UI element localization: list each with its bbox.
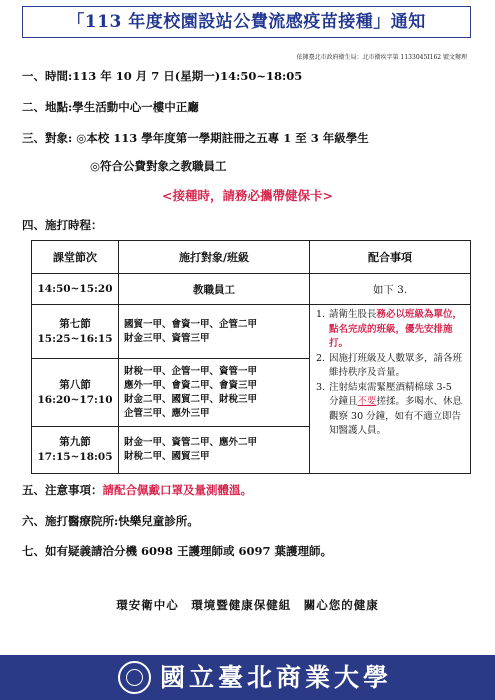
session-time: 16:20~17:10: [37, 393, 113, 406]
session-time: 17:15~18:05: [37, 451, 113, 463]
target-line-2: ◎符合公費對象之教職員工: [90, 159, 227, 173]
class-line: 財金一甲、資管二甲、應外二甲: [124, 437, 258, 448]
class-line: 應外一甲、會資二甲、會資三甲: [124, 379, 258, 391]
seal-inner-ring: [126, 669, 143, 686]
notice-line: [22, 482, 252, 498]
note-text-plain: 搓揉。多喝水、休息觀察 30 分鐘，如有不適立即告知醫護人員。: [329, 396, 463, 436]
schedule-heading: 四、施打時程：: [22, 218, 103, 232]
table-row: [32, 305, 471, 359]
notes-cell: [310, 305, 471, 474]
session-name: 第七節: [59, 317, 91, 330]
session-time: 15:25~16:15: [37, 332, 113, 345]
classes-cell: [119, 427, 310, 474]
header-notes: 配合事項: [310, 241, 471, 274]
schedule-table: [31, 240, 471, 474]
note-text: [329, 308, 464, 352]
notice-text: 請配合佩戴口罩及量測體溫。: [102, 483, 252, 497]
header-target: 施打對象/班級: [119, 241, 310, 274]
notice-label: 五、注意事項：: [22, 483, 103, 497]
classes-cell: [119, 359, 310, 427]
session-cell: [32, 427, 119, 474]
university-seal-icon: [118, 661, 151, 694]
class-line: 財金三甲、資管三甲: [124, 332, 210, 344]
time-line: 一、時間:113 年 10 月 7 日(星期一)14:50~18:05: [22, 69, 303, 83]
note-number: 3.: [316, 381, 326, 393]
page-title: 「113 年度校園設站公費流感疫苗接種」通知: [67, 12, 426, 32]
university-name: 國立臺北商業大學: [160, 663, 393, 692]
session-cell: [32, 359, 119, 427]
note-number: 1.: [316, 309, 326, 320]
note-1: [316, 308, 464, 352]
staff-target: 教職員工: [119, 274, 310, 305]
table-row: [32, 274, 471, 305]
note-text-emphasis: 務必以班級為單位，點名完成的班級，優先安排施打。: [329, 309, 463, 349]
note-text: 因施打班級及人數眾多，請各班維持秩序及音量。: [329, 352, 463, 378]
note-text-emphasis: 不要: [357, 396, 377, 407]
title-box: [22, 6, 471, 38]
reference-basis: 依據臺北市政府衛生局：北市衛疾字第 1133045I162 號文辦理: [296, 54, 467, 61]
class-line: 企管三甲、應外三甲: [124, 407, 210, 419]
class-line: 財金二甲、國貿二甲、財稅三甲: [124, 393, 258, 405]
note-3: [316, 381, 464, 439]
session-name: 第九節: [59, 436, 91, 448]
clinic-line: 六、施打醫療院所:快樂兒童診所。: [22, 514, 199, 528]
table-header-row: [32, 241, 471, 274]
footer-motto: 環安衛中心 環境暨健康保健組 關心您的健康: [116, 598, 379, 612]
note-text-plain: 注射結束需緊壓酒精棉球 3-5 分鐘且: [329, 381, 452, 407]
class-line: 財稅一甲、企管一甲、資管一甲: [124, 365, 258, 377]
session-cell: [32, 305, 119, 359]
note-text: [329, 381, 464, 439]
bring-card-reminder: <接種時，請務必攜帶健保卡>: [162, 188, 333, 203]
contact-line: 七、如有疑義請洽分機 6098 王護理師或 6097 葉護理師。: [22, 544, 333, 558]
note-number: 2.: [316, 352, 326, 364]
header-session: 課堂節次: [32, 241, 119, 274]
note-2: [316, 352, 464, 381]
target-line-1: 三、對象: ◎本校 113 學年度第一學期註冊之五專 1 至 3 年級學生: [22, 131, 369, 145]
class-line: 財稅二甲、國貿三甲: [124, 451, 210, 462]
staff-session: 14:50~15:20: [32, 274, 119, 305]
class-line: 國貿一甲、會資一甲、企管二甲: [124, 318, 258, 330]
session-name: 第八節: [59, 378, 91, 391]
note-text-plain: 請衛生股長: [329, 309, 377, 320]
place-line: 二、地點:學生活動中心一樓中正廳: [22, 100, 199, 114]
classes-cell: [119, 305, 310, 359]
staff-note: 如下 3.: [310, 274, 471, 305]
